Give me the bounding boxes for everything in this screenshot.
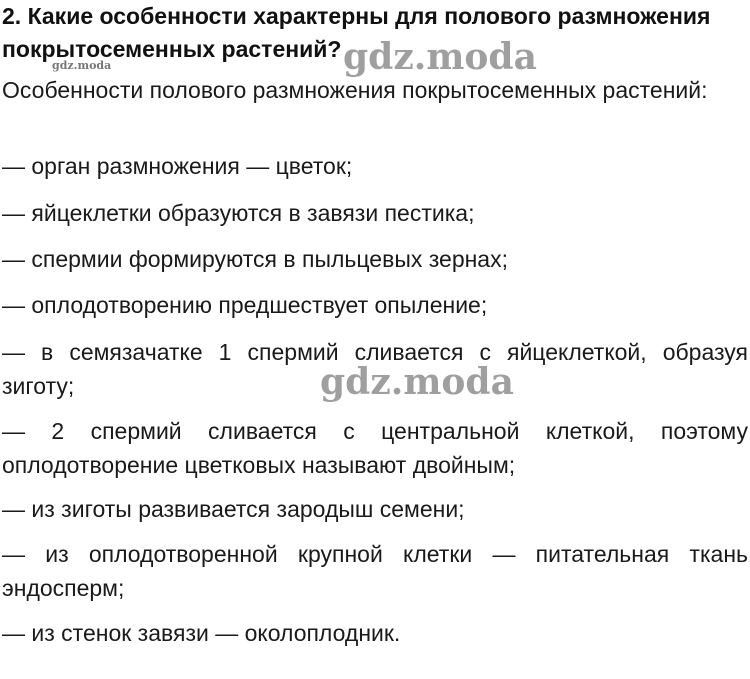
watermark-small-logo: gdz.moda bbox=[52, 59, 112, 72]
list-item: — из оплодотворенной крупной клетки — питательная ткань эндосперм; bbox=[2, 541, 748, 601]
list-item: — из стенок завязи — околоплодник. bbox=[2, 620, 401, 646]
list-item: — 2 спермий сливается с центральной клеткой, поэтому оплодотворение цветковых называют двойным; bbox=[2, 418, 748, 478]
list-item: — спермии формируются в пыльцевых зернах; bbox=[2, 246, 508, 272]
answer-intro: Особенности полового размножения покрытосеменных растений: bbox=[2, 77, 708, 103]
list-item: — оплодотворению предшествует опыление; bbox=[2, 292, 488, 318]
watermark-logo: gdz.moda bbox=[343, 36, 537, 78]
question-heading: 2. Какие особенности характерны для полового размножения покрытосеменных растений? bbox=[2, 3, 711, 62]
list-item: — яйцеклетки образуются в завязи пестика; bbox=[2, 200, 475, 226]
list-item: — в семязачатке 1 спермий сливается с яйцеклеткой, образуя зиготу; bbox=[2, 339, 748, 399]
list-item: — орган размножения — цветок; bbox=[2, 153, 353, 179]
watermark-logo: gdz.moda bbox=[320, 361, 514, 403]
list-item: — из зиготы развивается зародыш семени; bbox=[2, 496, 465, 522]
